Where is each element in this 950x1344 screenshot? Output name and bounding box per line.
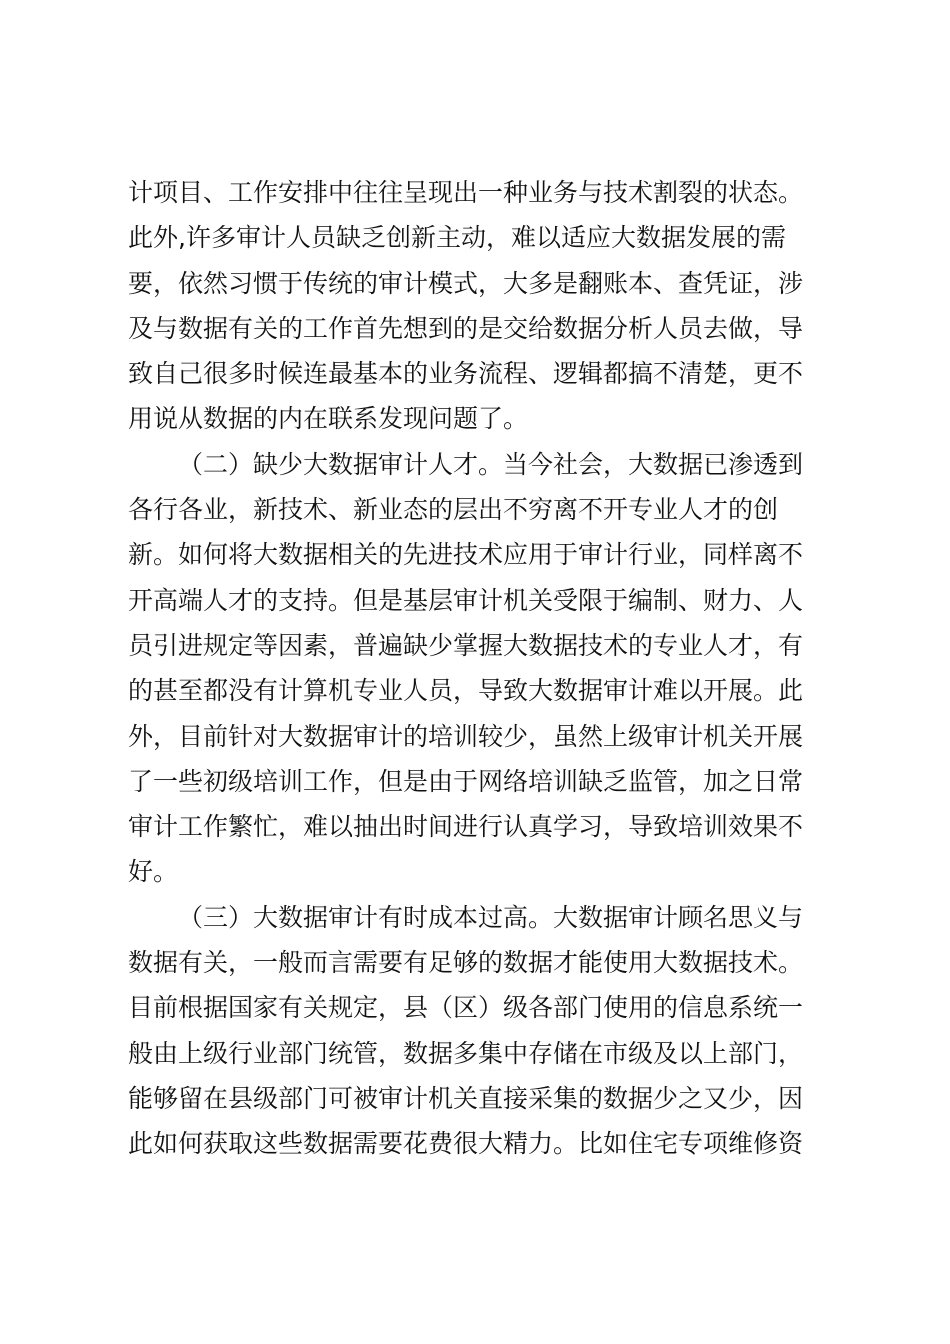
text-line: 般由上级行业部门统管，数据多集中存储在市级及以上部门， (128, 1038, 804, 1068)
text-line: 好。 (128, 857, 179, 887)
text-line: 目前根据国家有关规定，县（区）级各部门使用的信息系统一 (128, 993, 804, 1023)
text-line: 各行各业，新技术、新业态的层出不穷离不开专业人才的创 (128, 495, 779, 525)
text-line: 致自己很多时候连最基本的业务流程、逻辑都搞不清楚，更不 (128, 359, 804, 389)
text-line: 了一些初级培训工作，但是由于网络培训缺乏监管，加之日常 (128, 766, 804, 796)
text-line: 开高端人才的支持。但是基层审计机关受限于编制、财力、人 (128, 585, 804, 615)
text-line: 此如何获取这些数据需要花费很大精力。比如住宅专项维修资 (128, 1129, 804, 1159)
text-line: 要，依然习惯于传统的审计模式，大多是翻账本、查凭证，涉 (128, 268, 804, 298)
text-line: 审计工作繁忙，难以抽出时间进行认真学习，导致培训效果不 (128, 812, 804, 842)
paragraph-start-line: （三）大数据审计有时成本过高。大数据审计顾名思义与 (178, 902, 804, 932)
text-line: 外，目前针对大数据审计的培训较少，虽然上级审计机关开展 (128, 721, 804, 751)
text-line: 此外,许多审计人员缺乏创新主动，难以适应大数据发展的需 (128, 223, 786, 253)
text-line: 能够留在县级部门可被审计机关直接采集的数据少之又少，因 (128, 1083, 804, 1113)
text-line: 新。如何将大数据相关的先进技术应用于审计行业，同样离不 (128, 540, 804, 570)
text-line: 用说从数据的内在联系发现问题了。 (128, 404, 529, 434)
text-line: 员引进规定等因素，普遍缺少掌握大数据技术的专业人才，有 (128, 630, 804, 660)
text-line: 计项目、工作安排中往往呈现出一种业务与技术割裂的状态。 (128, 178, 804, 207)
text-line: 及与数据有关的工作首先想到的是交给数据分析人员去做，导 (128, 313, 804, 343)
text-line: 数据有关，一般而言需要有足够的数据才能使用大数据技术。 (128, 948, 804, 978)
body-text (128, 170, 828, 1167)
paragraph-start-line: （二）缺少大数据审计人才。当今社会，大数据已渗透到 (178, 449, 804, 479)
text-line: 的甚至都没有计算机专业人员，导致大数据审计难以开展。此 (128, 676, 804, 706)
